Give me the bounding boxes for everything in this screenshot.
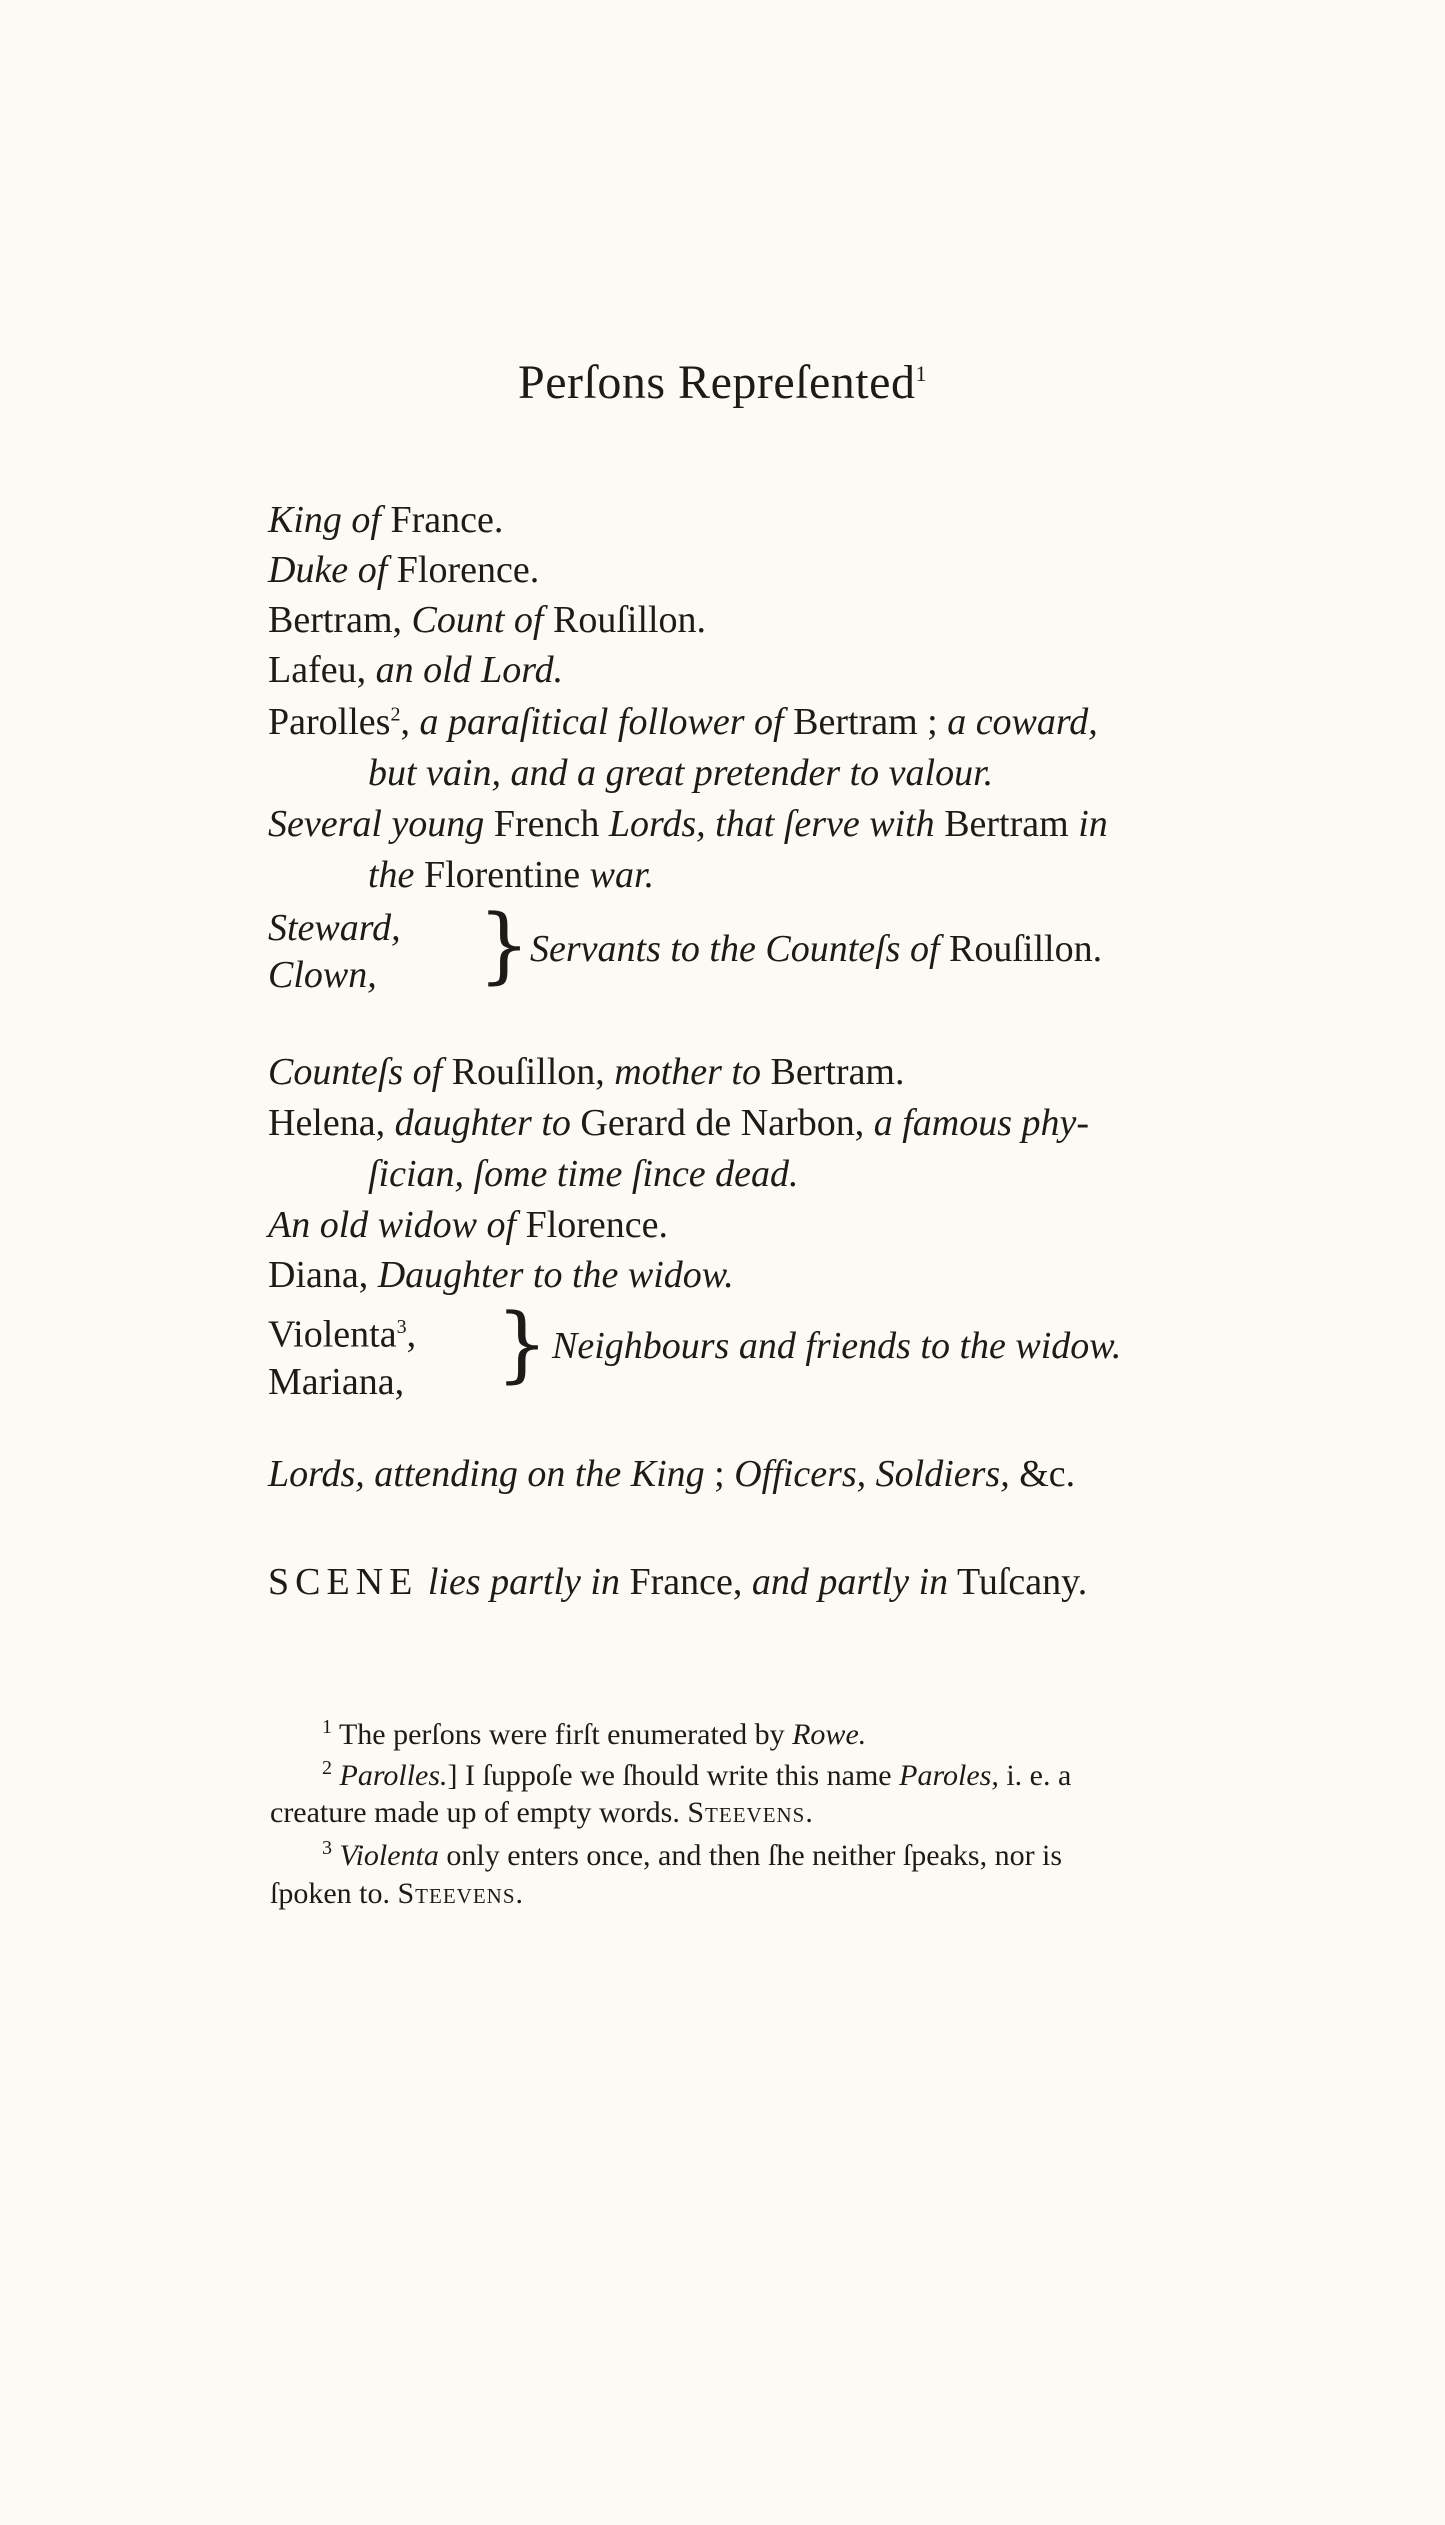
entry-bertram: Bertram, Count of Rouſillon.	[268, 599, 707, 641]
entry-lords-officers: Lords, attending on the King ; Officers, Soldiers, &c.	[268, 1453, 1076, 1495]
footnote-2: $^2$ Parolles.] I ſuppoſe we ſhould write this name Paroles, i. e. a	[322, 1757, 1072, 1792]
neighbours-description: Neighbours and friends to the widow.	[552, 1325, 1122, 1367]
entry-king: King of France.	[268, 499, 504, 541]
violenta-footnote-mark: 3	[396, 1316, 407, 1338]
entry-duke: Duke of Florence.	[268, 549, 540, 591]
page-title: Perſons Repreſented$^1$	[518, 356, 927, 409]
entry-helena: Helena, daughter to Gerard de Narbon, a famous phy-	[268, 1102, 1090, 1144]
neighbours-names: Violenta$^3$, Mariana,	[268, 1313, 417, 1403]
scene-line: SCENE lies partly in France, and partly in Tuſcany.	[268, 1561, 1088, 1603]
entry-parolles: Parolles$^2$, a paraſitical follower of Bertram ; a coward,	[268, 701, 1098, 743]
entry-helena-continued: ſician, ſome time ſince dead.	[368, 1153, 799, 1195]
footnote-1: $^1$ The perſons were firſt enumerated by Rowe.	[322, 1716, 867, 1751]
entry-french-lords-continued: the Florentine war.	[368, 854, 655, 896]
entry-parolles-continued: but vain, and a great pretender to valour.	[368, 752, 994, 794]
entry-countess: Counteſs of Rouſillon, mother to Bertram.	[268, 1051, 905, 1093]
title-footnote-mark: 1	[915, 361, 927, 386]
servants-brace: }	[478, 898, 531, 993]
footnote-3-continued: ſpoken to. Steevens.	[270, 1877, 525, 1910]
footnote-2-continued: creature made up of empty words. Steevens.	[270, 1796, 814, 1829]
entry-diana: Diana, Daughter to the widow.	[268, 1254, 734, 1296]
neighbours-brace: }	[496, 1297, 549, 1392]
footnote-3: $^3$ Violenta only enters once, and then ſhe neither ſpeaks, nor is	[322, 1837, 1063, 1872]
entry-french-lords: Several young French Lords, that ſerve with Bertram in	[268, 803, 1108, 845]
parolles-footnote-mark: 2	[390, 703, 401, 726]
servants-description: Servants to the Counteſs of Rouſillon.	[530, 928, 1103, 970]
entry-widow: An old widow of Florence.	[268, 1204, 669, 1246]
entry-lafeu: Lafeu, an old Lord.	[268, 649, 564, 691]
servants-names: Steward, Clown,	[268, 907, 401, 996]
